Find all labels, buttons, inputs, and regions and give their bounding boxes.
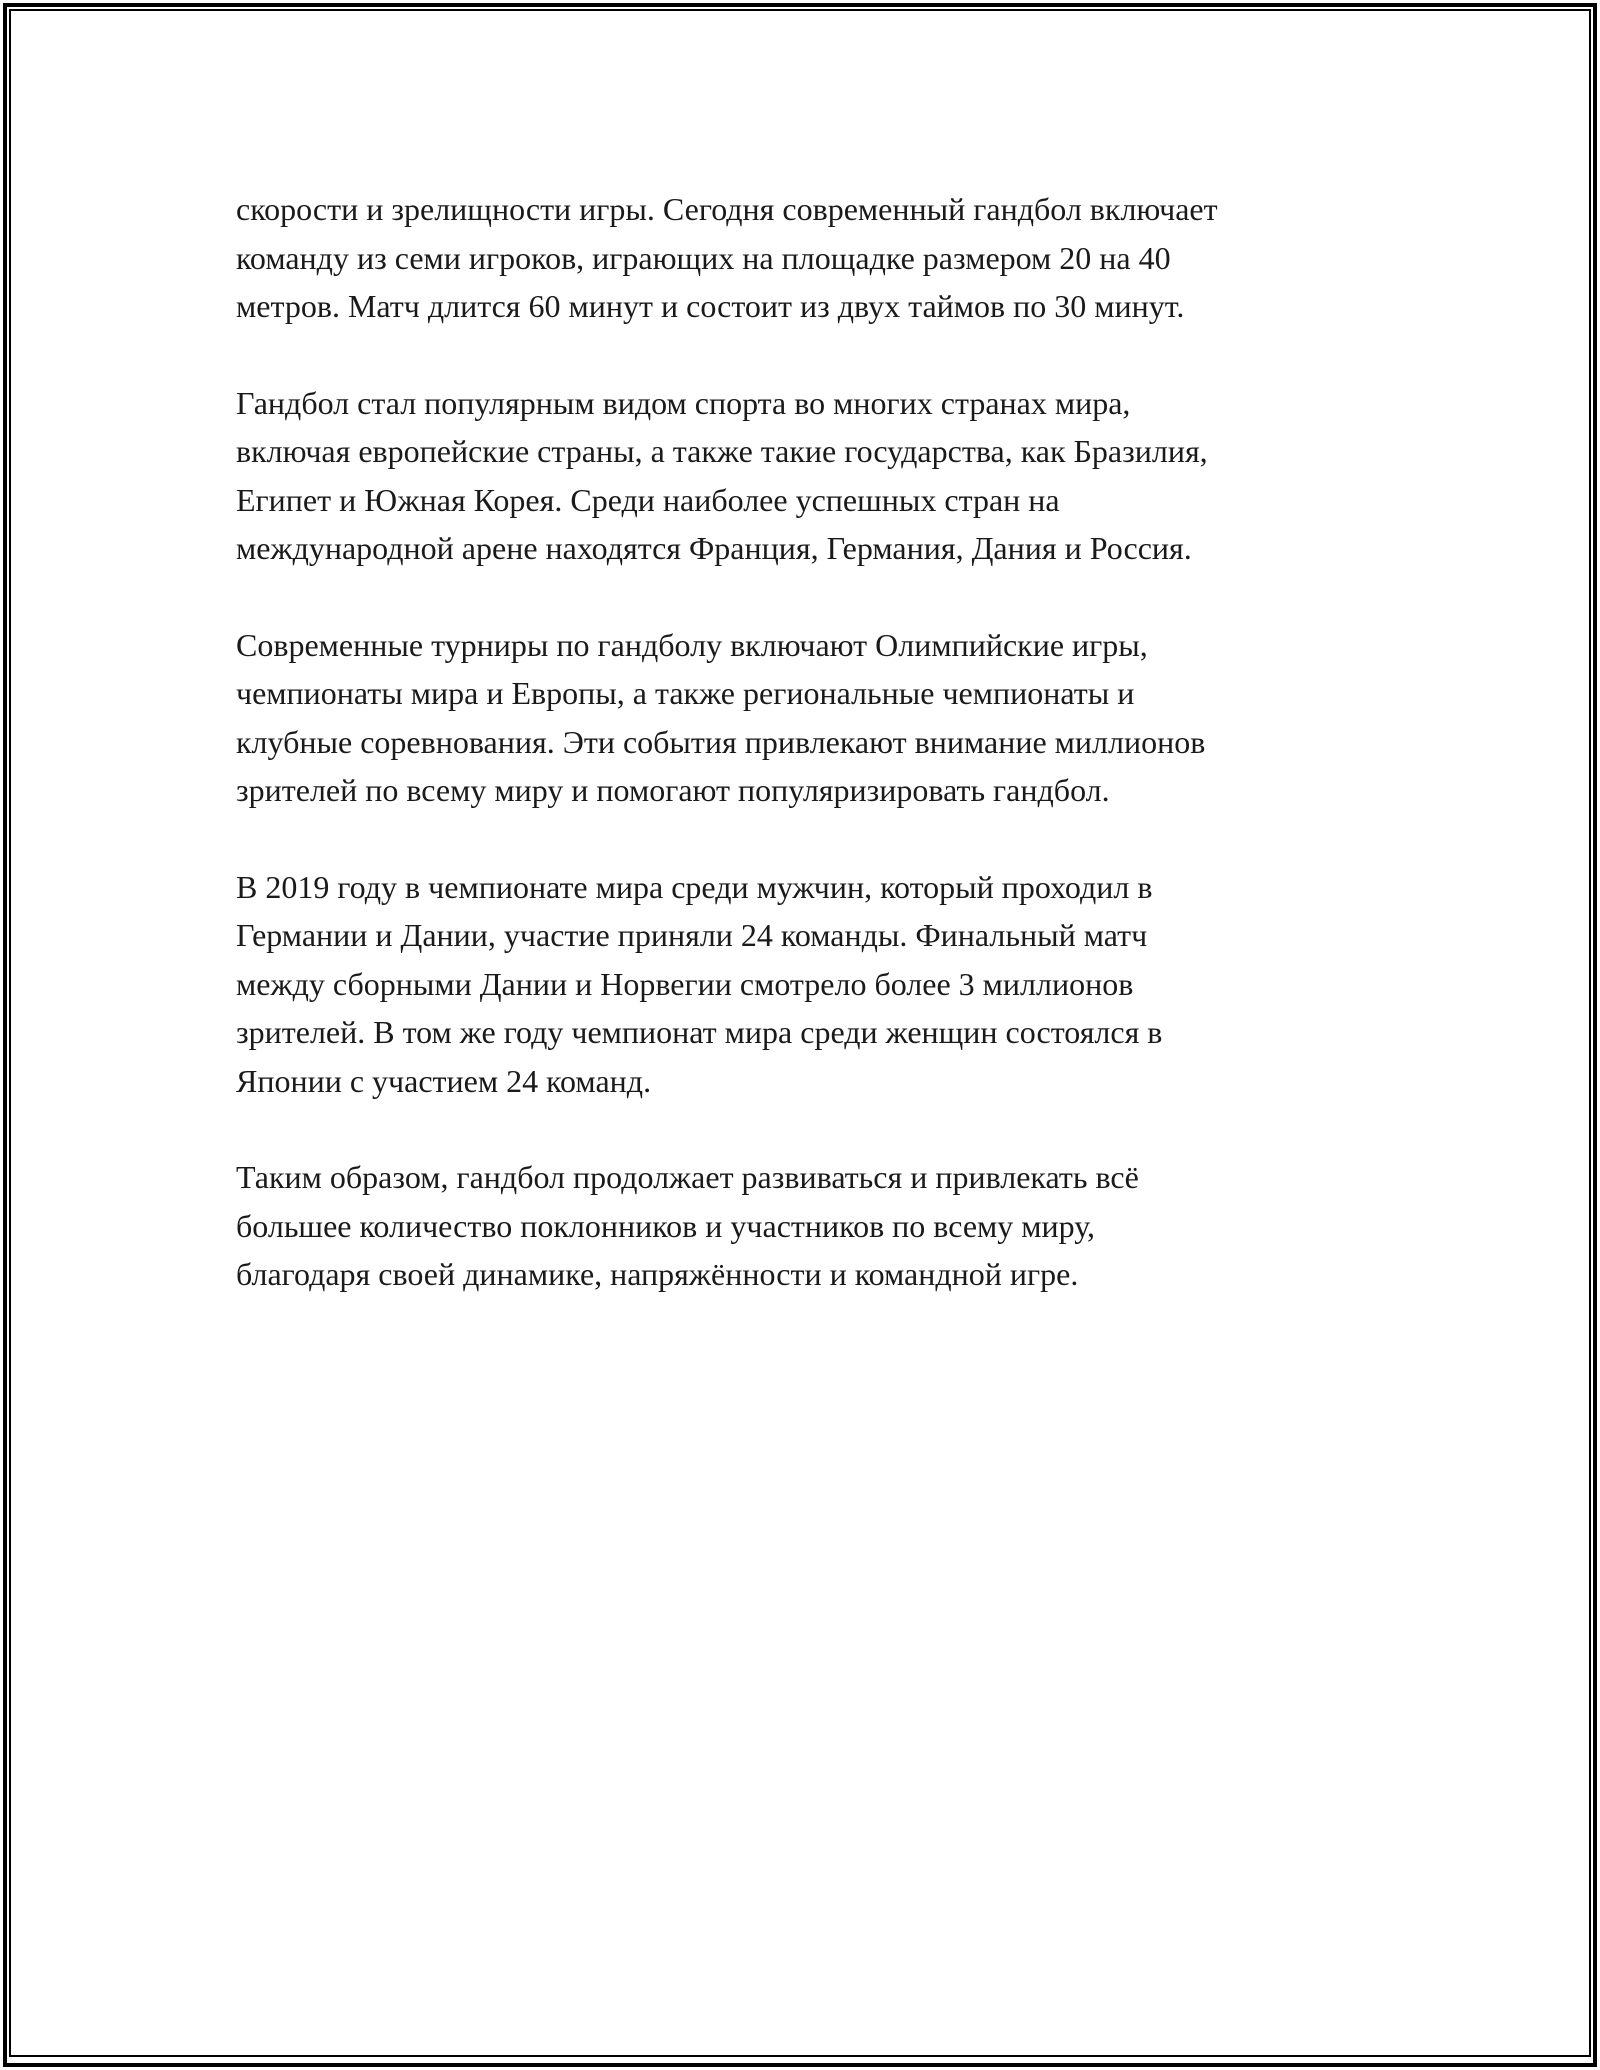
paragraph-championship-2019 xyxy=(236,863,1396,1106)
text-line: Таким образом, гандбол продолжает развиваться и привлекать всё xyxy=(236,1159,1139,1195)
text-line: благодаря своей динамике, напряжённости и командной игре. xyxy=(236,1256,1079,1292)
text-line: включая европейские страны, а также такие государства, как Бразилия, xyxy=(236,433,1208,469)
text-line: Современные турниры по гандболу включают Олимпийские игры, xyxy=(236,626,1148,663)
text-line: клубные соревнования. Эти события привлекают внимание миллионов xyxy=(236,723,1206,760)
document-body xyxy=(236,185,1396,1347)
paragraph-tournaments xyxy=(236,621,1396,815)
text-line: метров. Матч длится 60 минут и состоит из двух таймов по 30 минут. xyxy=(236,288,1185,324)
text-line: чемпионаты мира и Европы, а также региональные чемпионаты и xyxy=(236,675,1135,711)
paragraph-popularity xyxy=(236,379,1396,573)
text-line: скорости и зрелищности игры. Сегодня современный гандбол включает xyxy=(236,191,1218,227)
text-line: Египет и Южная Корея. Среди наиболее успешных стран на xyxy=(236,481,1060,518)
text-line: зрителей по всему миру и помогают популяризировать гандбол. xyxy=(236,772,1110,808)
text-line: между сборными Дании и Норвегии смотрело более 3 миллионов xyxy=(236,965,1134,1002)
text-line: В 2019 году в чемпионате мира среди мужчин, который проходил в xyxy=(236,868,1153,905)
paragraph-conclusion xyxy=(236,1153,1396,1299)
text-line: Японии с участием 24 команд. xyxy=(236,1062,652,1099)
text-line: зрителей. В том же году чемпионат мира среди женщин состоялся в xyxy=(236,1014,1163,1050)
text-line: Германии и Дании, участие приняли 24 команды. Финальный матч xyxy=(236,917,1148,953)
text-line: международной арене находятся Франция, Германия, Дания и Россия. xyxy=(236,530,1192,566)
paragraph-game-rules xyxy=(236,185,1396,331)
text-line: большее количество поклонников и участников по всему миру, xyxy=(236,1207,1096,1244)
text-line: Гандбол стал популярным видом спорта во многих странах мира, xyxy=(236,384,1131,421)
text-line: команду из семи игроков, играющих на площадке размером 20 на 40 xyxy=(236,239,1171,276)
